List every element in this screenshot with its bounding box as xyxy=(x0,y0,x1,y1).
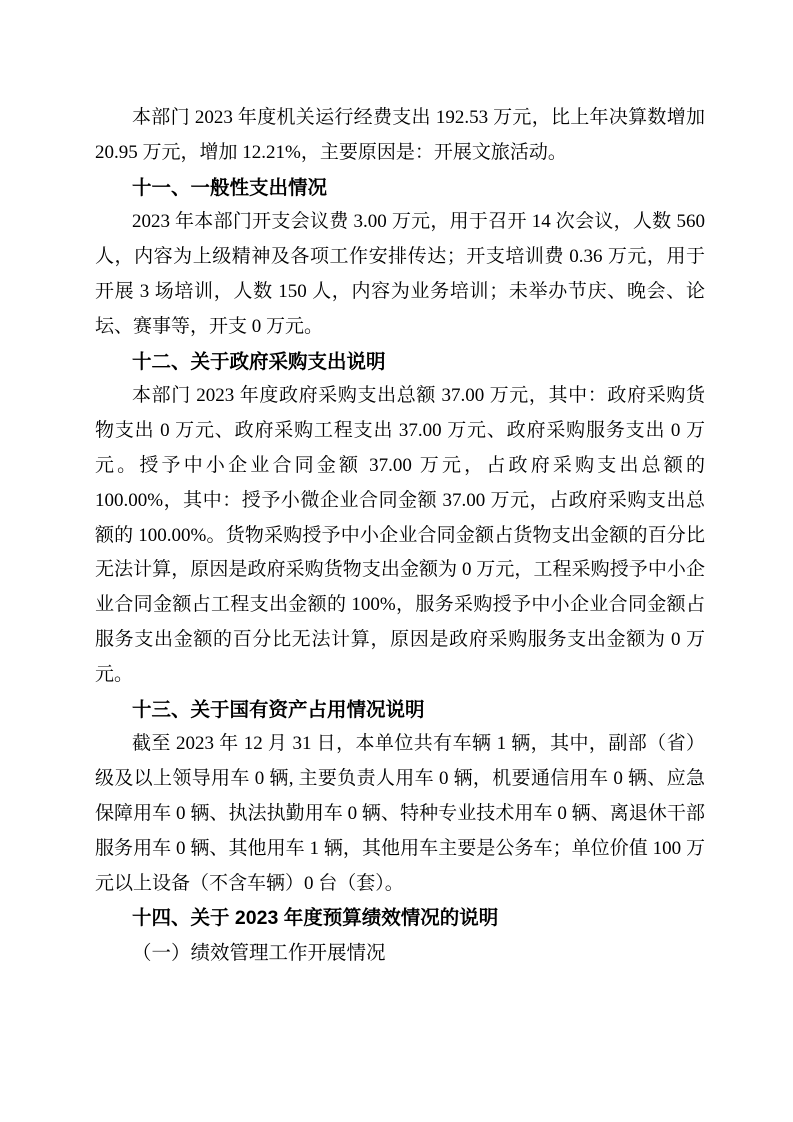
body-line: 保障用车 0 辆、执法执勤用车 0 辆、特种专业技术用车 0 辆、离退休干部 xyxy=(95,802,705,824)
body-line: 20.95 万元，增加 12.21%，主要原因是：开展文旅活动。 xyxy=(95,141,567,163)
body-line: 物支出 0 万元、政府采购工程支出 37.00 万元、政府采购服务支出 0 万 xyxy=(95,420,705,442)
body-line: 人，内容为上级精神及各项工作安排传达；开支培训费 0.36 万元，用于 xyxy=(95,246,705,268)
body-line: 无法计算，原因是政府采购货物支出金额为 0 万元，工程采购授予中小企 xyxy=(95,559,705,581)
body-line: 级及以上领导用车 0 辆, 主要负责人用车 0 辆，机要通信用车 0 辆、应急 xyxy=(95,768,705,790)
sub-heading: （一）绩效管理工作开展情况 xyxy=(132,942,386,965)
body-line: 开展 3 场培训，人数 150 人，内容为业务培训；未举办节庆、晚会、论 xyxy=(95,280,705,302)
body-line: 服务用车 0 辆、其他用车 1 辆，其他用车主要是公务车；单位价值 100 万 xyxy=(95,837,705,859)
body-line: 100.00%，其中：授予小微企业合同金额 37.00 万元，占政府采购支出总 xyxy=(95,489,705,511)
body-line: 服务支出金额的百分比无法计算，原因是政府采购服务支出金额为 0 万 xyxy=(95,628,705,650)
body-line: 坛、赛事等，开支 0 万元。 xyxy=(95,315,324,337)
body-line: 元以上设备（不含车辆）0 台（套）。 xyxy=(95,872,404,894)
document-body xyxy=(95,101,705,971)
section-heading: 十二、关于政府采购支出说明 xyxy=(132,350,386,373)
body-line: 本部门 2023 年度政府采购支出总额 37.00 万元，其中：政府采购货 xyxy=(132,385,705,407)
body-line: 截至 2023 年 12 月 31 日，本单位共有车辆 1 辆，其中，副部（省） xyxy=(132,733,705,755)
body-line: 元。授予中小企业合同金额 37.00 万元，占政府采购支出总额的 xyxy=(95,454,705,476)
body-line: 元。 xyxy=(95,663,134,685)
body-line: 2023 年本部门开支会议费 3.00 万元，用于召开 14 次会议，人数 560 xyxy=(132,211,705,233)
body-line: 本部门 2023 年度机关运行经费支出 192.53 万元，比上年决算数增加 xyxy=(132,107,705,128)
section-heading: 十三、关于国有资产占用情况说明 xyxy=(132,698,425,721)
body-line: 业合同金额占工程支出金额的 100%，服务采购授予中小企业合同金额占 xyxy=(95,594,705,616)
section-heading: 十四、关于 2023 年度预算绩效情况的说明 xyxy=(132,907,499,930)
body-line: 额的 100.00%。货物采购授予中小企业合同金额占货物支出金额的百分比 xyxy=(95,524,705,546)
section-heading: 十一、一般性支出情况 xyxy=(132,176,328,199)
